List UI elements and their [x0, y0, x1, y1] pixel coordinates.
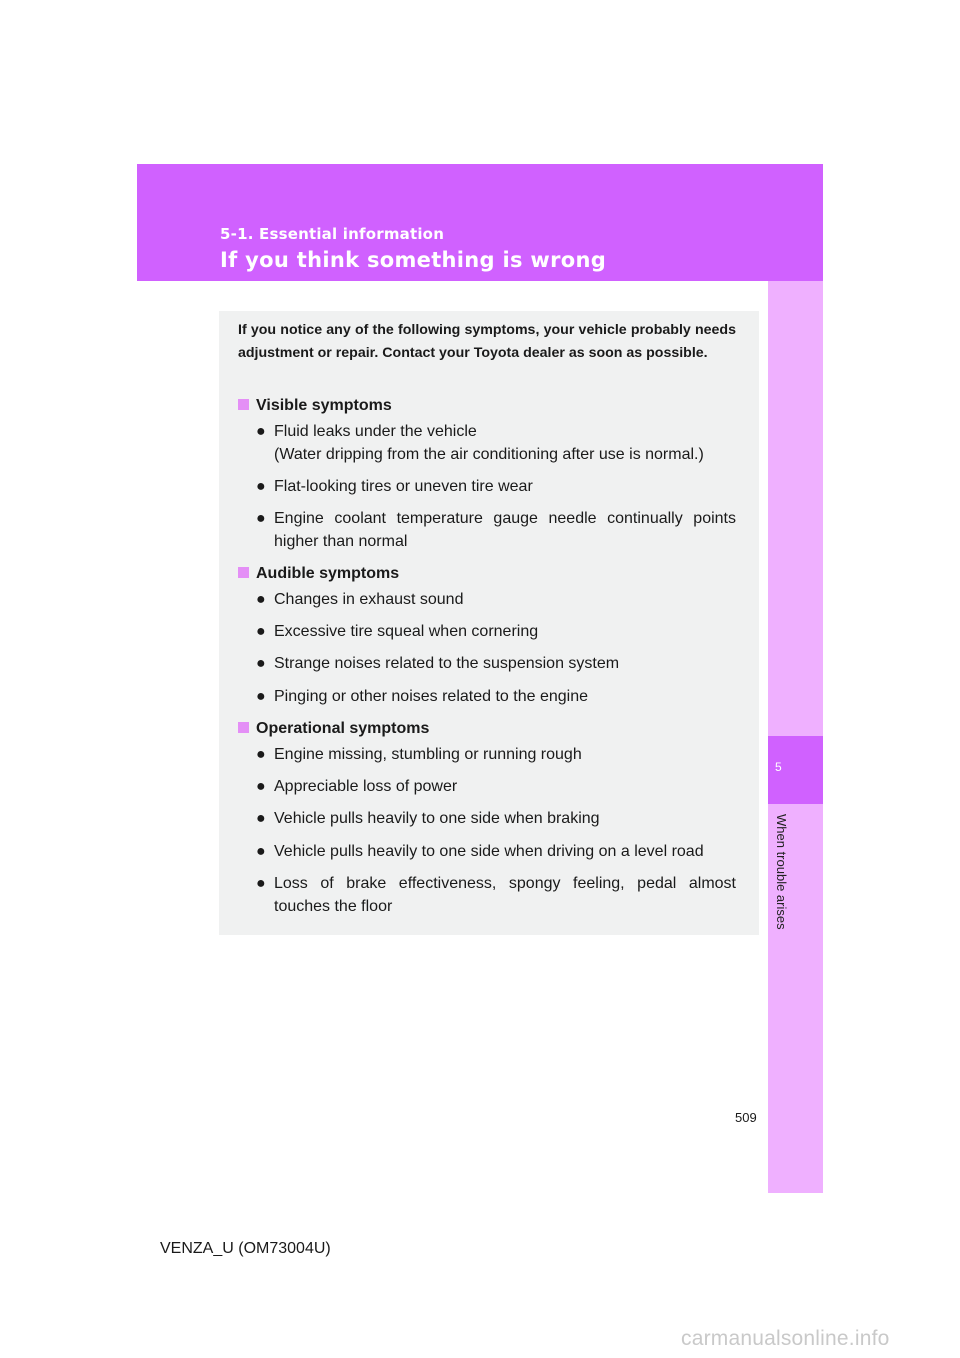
list-item-text: Loss of brake effectiveness, spongy feeling, pedal almost touches the floor — [274, 875, 736, 915]
bullet-icon: ● — [256, 778, 266, 795]
square-marker-icon — [238, 567, 249, 578]
list-item — [256, 476, 736, 499]
symptoms-panel — [219, 311, 759, 935]
list-item-text: Vehicle pulls heavily to one side when braking — [274, 810, 600, 827]
list-item — [256, 421, 736, 466]
bullet-icon: ● — [256, 655, 266, 672]
section-label: 5-1. Essential information — [220, 225, 445, 243]
list-item-text: Engine coolant temperature gauge needle continually points higher than normal — [274, 510, 736, 550]
list-item — [256, 653, 736, 676]
list-item — [256, 508, 736, 553]
section-heading-visible — [238, 395, 392, 417]
bullet-icon: ● — [256, 810, 266, 827]
bullet-icon: ● — [256, 510, 266, 527]
intro-paragraph: If you notice any of the following symptoms, your vehicle probably needs adjustment or repair. Contact your Toyota dealer as soon as possible. — [238, 322, 736, 361]
page-number: 509 — [735, 1110, 757, 1125]
list-item — [256, 744, 736, 767]
list-item-text: Engine missing, stumbling or running rough — [274, 746, 582, 763]
bullet-icon: ● — [256, 875, 266, 892]
list-item-text: Vehicle pulls heavily to one side when driving on a level road — [274, 843, 704, 860]
square-marker-icon — [238, 722, 249, 733]
list-item — [256, 776, 736, 799]
page-title: If you think something is wrong — [220, 248, 607, 272]
chapter-title: When trouble arises — [774, 814, 789, 930]
list-item — [256, 873, 736, 918]
bullet-icon: ● — [256, 843, 266, 860]
heading-label: Operational symptoms — [256, 720, 430, 737]
list-item-text: Excessive tire squeal when cornering — [274, 623, 539, 640]
watermark: carmanualsonline.info — [681, 1327, 890, 1350]
heading-label: Audible symptoms — [256, 565, 400, 582]
bullet-icon: ● — [256, 688, 266, 705]
chapter-marker[interactable] — [768, 736, 823, 804]
list-item-text: Changes in exhaust sound — [274, 591, 464, 608]
list-item-text: Fluid leaks under the vehicle — [274, 423, 477, 440]
list-item-text: Strange noises related to the suspension system — [274, 655, 620, 672]
square-marker-icon — [238, 399, 249, 410]
list-item — [256, 686, 736, 709]
section-heading-audible — [238, 563, 399, 585]
bullet-icon: ● — [256, 478, 266, 495]
bullet-icon: ● — [256, 623, 266, 640]
list-item — [256, 841, 736, 864]
list-item — [256, 621, 736, 644]
list-item-text: Flat-looking tires or uneven tire wear — [274, 478, 533, 495]
list-item — [256, 589, 736, 612]
list-item — [256, 808, 736, 831]
list-item-note: (Water dripping from the air conditioning after use is normal.) — [274, 445, 704, 463]
document-code: VENZA_U (OM73004U) — [160, 1240, 331, 1257]
bullet-icon: ● — [256, 746, 266, 763]
page-header — [137, 164, 823, 281]
heading-label: Visible symptoms — [256, 397, 392, 414]
chapter-number: 5 — [775, 760, 782, 774]
list-item-text: Appreciable loss of power — [274, 778, 458, 795]
list-item-text: Pinging or other noises related to the engine — [274, 688, 588, 705]
bullet-icon: ● — [256, 423, 266, 440]
section-heading-operational — [238, 718, 429, 740]
bullet-icon: ● — [256, 591, 266, 608]
